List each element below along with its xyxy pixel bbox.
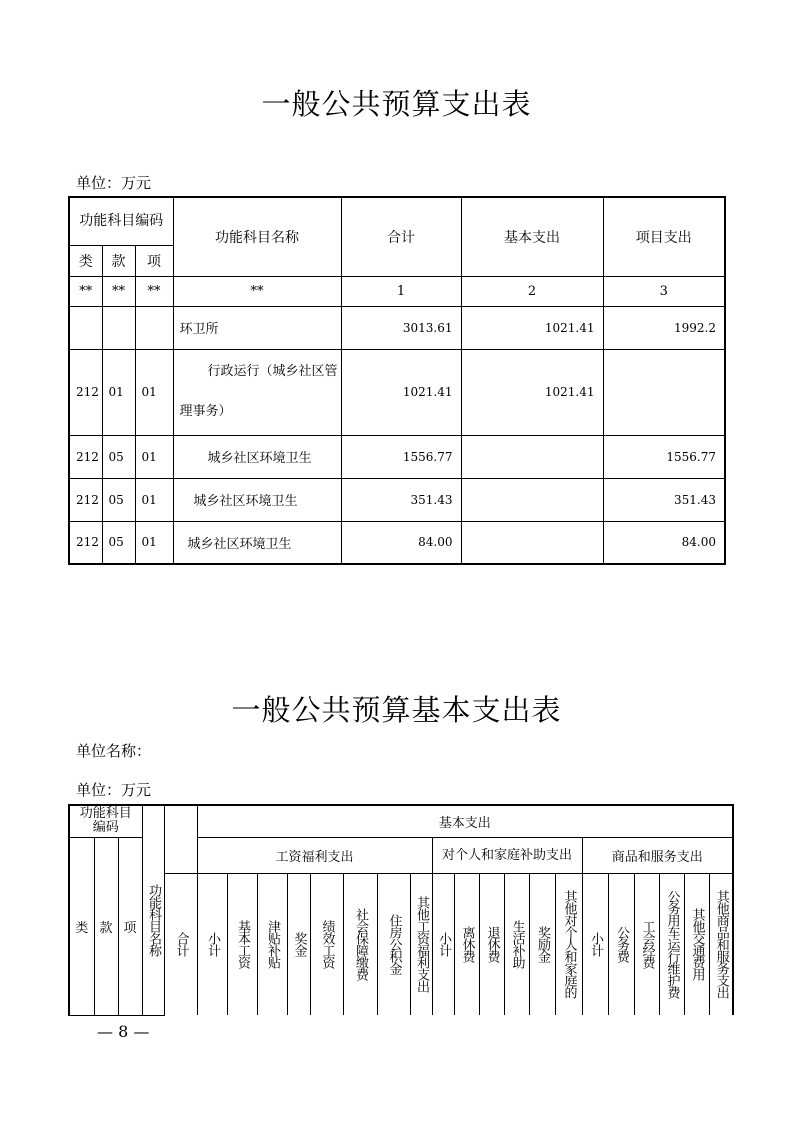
- cell-total: 84.00: [341, 521, 461, 564]
- cell-xiang: [135, 306, 173, 349]
- header-goods-group: 商品和服务支出: [582, 837, 733, 873]
- basic-expenditure-table: [68, 804, 734, 1016]
- wage-col: 津贴补贴: [257, 873, 287, 1015]
- personal-col: 生活补助: [504, 873, 529, 1015]
- cell-basic: [461, 521, 603, 564]
- wage-col: 其他工资福利支出: [410, 873, 432, 1015]
- cell-kuan: 05: [102, 478, 135, 521]
- expenditure-table: [68, 196, 726, 565]
- header-total: 合计: [341, 197, 461, 276]
- page-title-basic-expenditure: 一般公共预算基本支出表: [231, 693, 562, 727]
- wage-col: 绩效工资: [310, 873, 343, 1015]
- personal-col: 奖励金: [529, 873, 555, 1015]
- cell-total: 1556.77: [341, 435, 461, 478]
- header-project: 项目支出: [603, 197, 725, 276]
- cell-name: 城乡社区环境卫生: [173, 478, 341, 521]
- header-code-group: 功能科目编码: [69, 805, 142, 837]
- header-total: 合计: [164, 873, 197, 1015]
- goods-col: 公务用车运行维护费: [659, 873, 684, 1015]
- cell-name: 环卫所: [173, 306, 341, 349]
- goods-col: 其他商品和服务支出: [709, 873, 733, 1015]
- header-name: 功能科目名称: [173, 197, 341, 276]
- cell-basic: [461, 478, 603, 521]
- cell-total: 351.43: [341, 478, 461, 521]
- goods-col: 工会经费: [634, 873, 659, 1015]
- header-wage-group: 工资福利支出: [197, 837, 432, 873]
- cell-kuan: 05: [102, 521, 135, 564]
- cell-name: 城乡社区环境卫生: [173, 521, 341, 564]
- header-basic: 基本支出: [461, 197, 603, 276]
- cell-basic: 1021.41: [461, 306, 603, 349]
- table-row: [69, 306, 725, 349]
- cell-kuan: 01: [102, 349, 135, 435]
- unit-label-2: 单位：万元: [76, 781, 152, 799]
- personal-col: 小计: [432, 873, 454, 1015]
- personal-col: 其他对个人和家庭的: [555, 873, 582, 1015]
- cell-project: 84.00: [603, 521, 725, 564]
- index-cell: **: [102, 276, 135, 306]
- index-cell: 2: [461, 276, 603, 306]
- header-code-group: 功能科目编码: [69, 197, 173, 245]
- cell-xiang: 01: [135, 521, 173, 564]
- cell-project: 1992.2: [603, 306, 725, 349]
- header-kuan: 款: [94, 837, 118, 1015]
- header-name: 功能科目名称: [142, 805, 164, 1015]
- personal-col: 离休费: [454, 873, 479, 1015]
- goods-col: 其他交通费用: [684, 873, 709, 1015]
- wage-col: 基本工资: [227, 873, 257, 1015]
- cell-total: 3013.61: [341, 306, 461, 349]
- cell-total: 1021.41: [341, 349, 461, 435]
- cell-lei: 212: [69, 478, 102, 521]
- cell-name: 城乡社区环境卫生: [173, 435, 341, 478]
- page-number: — 8 —: [97, 1022, 150, 1041]
- cell-name-line1: 行政运行（城乡社区管: [207, 364, 338, 379]
- goods-col: 小计: [582, 873, 608, 1015]
- table-row: [69, 521, 725, 564]
- header-personal-group: 对个人和家庭补助支出: [432, 837, 582, 873]
- header-kuan: 款: [102, 245, 135, 276]
- unit-label: 单位：万元: [76, 174, 152, 192]
- cell-lei: [69, 306, 102, 349]
- cell-basic: 1021.41: [461, 349, 603, 435]
- cell-project: [603, 349, 725, 435]
- cell-kuan: [102, 306, 135, 349]
- index-cell: 3: [603, 276, 725, 306]
- table-row: [69, 435, 725, 478]
- unit-name-label: 单位名称：: [76, 742, 152, 760]
- cell-project: 1556.77: [603, 435, 725, 478]
- wage-col: 小计: [197, 873, 227, 1015]
- cell-name-line2: 理事务）: [179, 404, 232, 419]
- wage-col: 奖金: [287, 873, 310, 1015]
- cell-kuan: 05: [102, 435, 135, 478]
- header-lei: 类: [69, 837, 94, 1015]
- header-xiang: 项: [118, 837, 142, 1015]
- index-cell: 1: [341, 276, 461, 306]
- index-cell: **: [173, 276, 341, 306]
- cell-project: 351.43: [603, 478, 725, 521]
- cell-name: [173, 349, 341, 435]
- cell-xiang: 01: [135, 349, 173, 435]
- table-row: [69, 349, 725, 435]
- index-cell: **: [135, 276, 173, 306]
- personal-col: 退休费: [479, 873, 504, 1015]
- cell-lei: 212: [69, 435, 102, 478]
- cell-xiang: 01: [135, 435, 173, 478]
- cell-xiang: 01: [135, 478, 173, 521]
- wage-col: 社会保障缴费: [343, 873, 377, 1015]
- header-basic-group: 基本支出: [197, 805, 733, 837]
- cell-basic: [461, 435, 603, 478]
- header-lei: 类: [69, 245, 102, 276]
- cell-lei: 212: [69, 521, 102, 564]
- wage-col: 住房公积金: [377, 873, 410, 1015]
- table-row: [69, 478, 725, 521]
- cell-lei: 212: [69, 349, 102, 435]
- index-cell: **: [69, 276, 102, 306]
- header-xiang: 项: [135, 245, 173, 276]
- header-spacer: [164, 805, 197, 873]
- goods-col: 公务费: [608, 873, 634, 1015]
- page-title-expenditure: 一般公共预算支出表: [261, 87, 532, 121]
